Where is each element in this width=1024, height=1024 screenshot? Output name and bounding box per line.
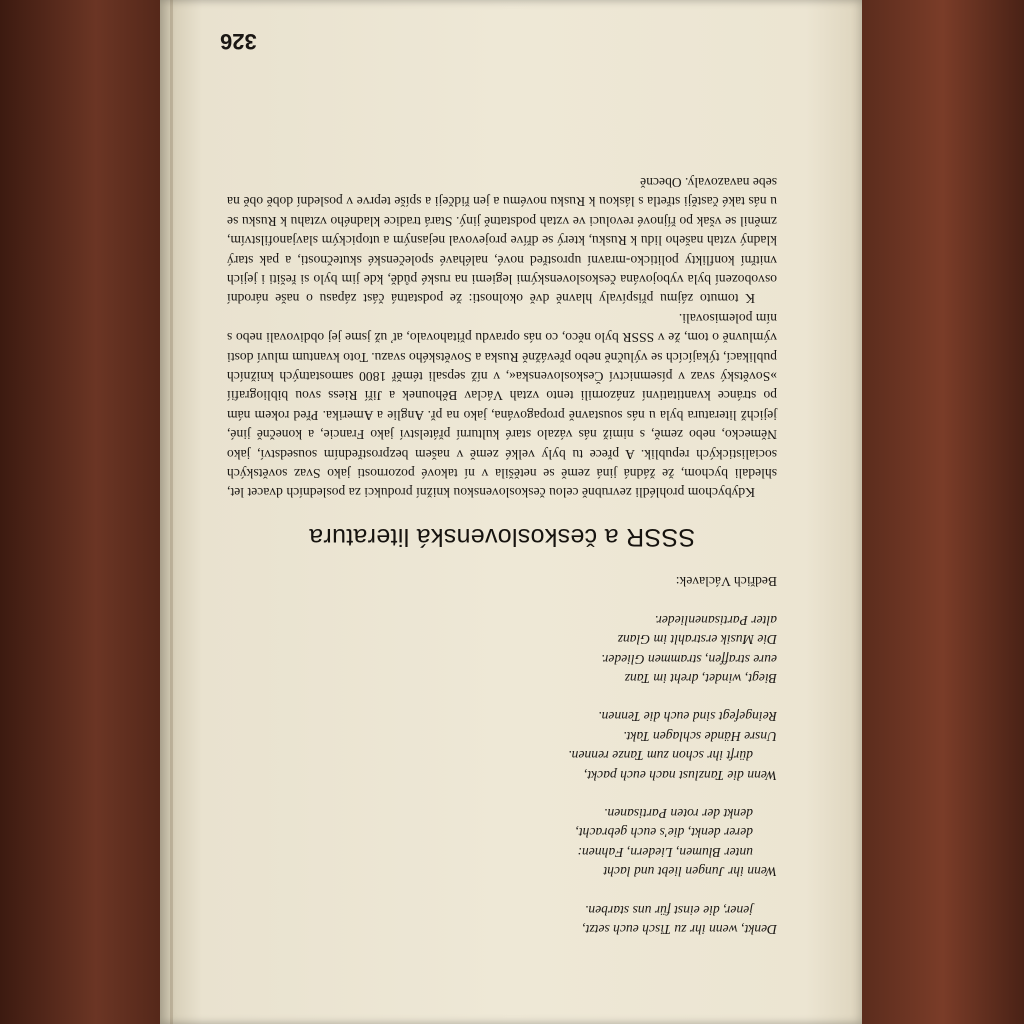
poem-line: eure straffen, strammen Glieder. [601, 651, 777, 667]
poem-line: Denkt, wenn ihr zu Tisch euch setzt, [582, 922, 777, 937]
book-page [160, 0, 862, 1024]
article-author: Bedřich Václavek: [675, 574, 777, 590]
poem-line: denkt der roten Partisanen. [603, 805, 753, 821]
article-paragraph: K tomuto zájmu přispívaly hlavně dvě okolnosti: že podstatná část zápasu o naše národní osvobození byla vybojována československými legiemi na ruské půdě, kde jim bylo si řešiti i jejich vnitřní konflikty politicko-mravní uprostřed nové, naléhavé společenské skutečnosti, a pak starý kladný vztah našeho lidu k Rusku, který se dříve projevoval nejasným a utopickým slavjanofilstvím, změnil se však po říjnové revoluci ve vztah podstatně jiný. Stará tradice kladného vztahu k Rusku se u nás také častěji střetla s láskou k Rusku novému a jen řidčeji a spíše teprve v poslední době obě na sebe navazovaly. Obecně [227, 175, 777, 307]
poem-line: Biegt, windet, dreht im Tanz [624, 670, 777, 686]
poem-line: derer denkt, die's euch gebracht, [575, 825, 753, 841]
poem-line: Wenn ihr Jungen liebt und lacht [603, 864, 777, 880]
article-title: SSSR a československá literatura [308, 522, 696, 551]
poem-line: dürft ihr schon zum Tanze rennen. [568, 748, 753, 764]
poem-line: Wenn die Tanzlust nach euch packt, [583, 767, 777, 783]
article-paragraph: Kdybychom prohlédli zevrubně celou československou knižní produkci za posledních dvacet let, shledali bychom, že žádná jiná země se netěšila v ní takové pozornosti jako Svaz sovětských socialistických republik. A přece tu byly velké země v našem bezprostředním sousedství, jako Německo, nebo země, s nimiž nás vázalo staré kulturní přátelství jako Francie, a konečně jiné, jejichž literatura byla u nás soustavně propagována, jako na př. Anglie a Amerika. Před rokem nám po stránce kvantitativní znázornili tento vztah Václav Běhounek a Jiří Riess svou bibliografií »Sovětský svaz v písemnictví Československa«, v níž sepsali téměř 1800 samostatných knižních publikací, týkajících se výlučně nebo převážně Ruska a Sovětského svazu. Toto kvantum mluví dosti výmluvně o tom, že v SSSR bylo něco, co nás opravdu přitahovalo, ať už jsme jej obdivovali nebo s ním polemisovali. [227, 310, 777, 501]
text-block [227, 173, 777, 939]
inverted-page-content [160, 0, 862, 1024]
poem-stanza [227, 804, 777, 882]
backdrop-left [0, 0, 160, 1024]
poem-line: jener, die einst für uns starben. [584, 902, 753, 918]
poem [227, 610, 777, 939]
poem-stanza [227, 610, 777, 688]
poem-line: unter Blumen, Liedern, Fahnen: [577, 844, 753, 860]
poem-stanza [227, 707, 777, 785]
poem-line: alter Partisanenlieder. [654, 612, 777, 628]
poem-line: Unsre Hände schlagen Takt. [623, 728, 777, 744]
page-number: 326 [220, 29, 257, 54]
poem-line: Die Musik erstrahlt im Glanz [617, 632, 777, 648]
poem-line: Reingefegt sind euch die Tennen. [598, 709, 777, 725]
poem-stanza [227, 900, 777, 939]
backdrop-right [862, 0, 1024, 1024]
